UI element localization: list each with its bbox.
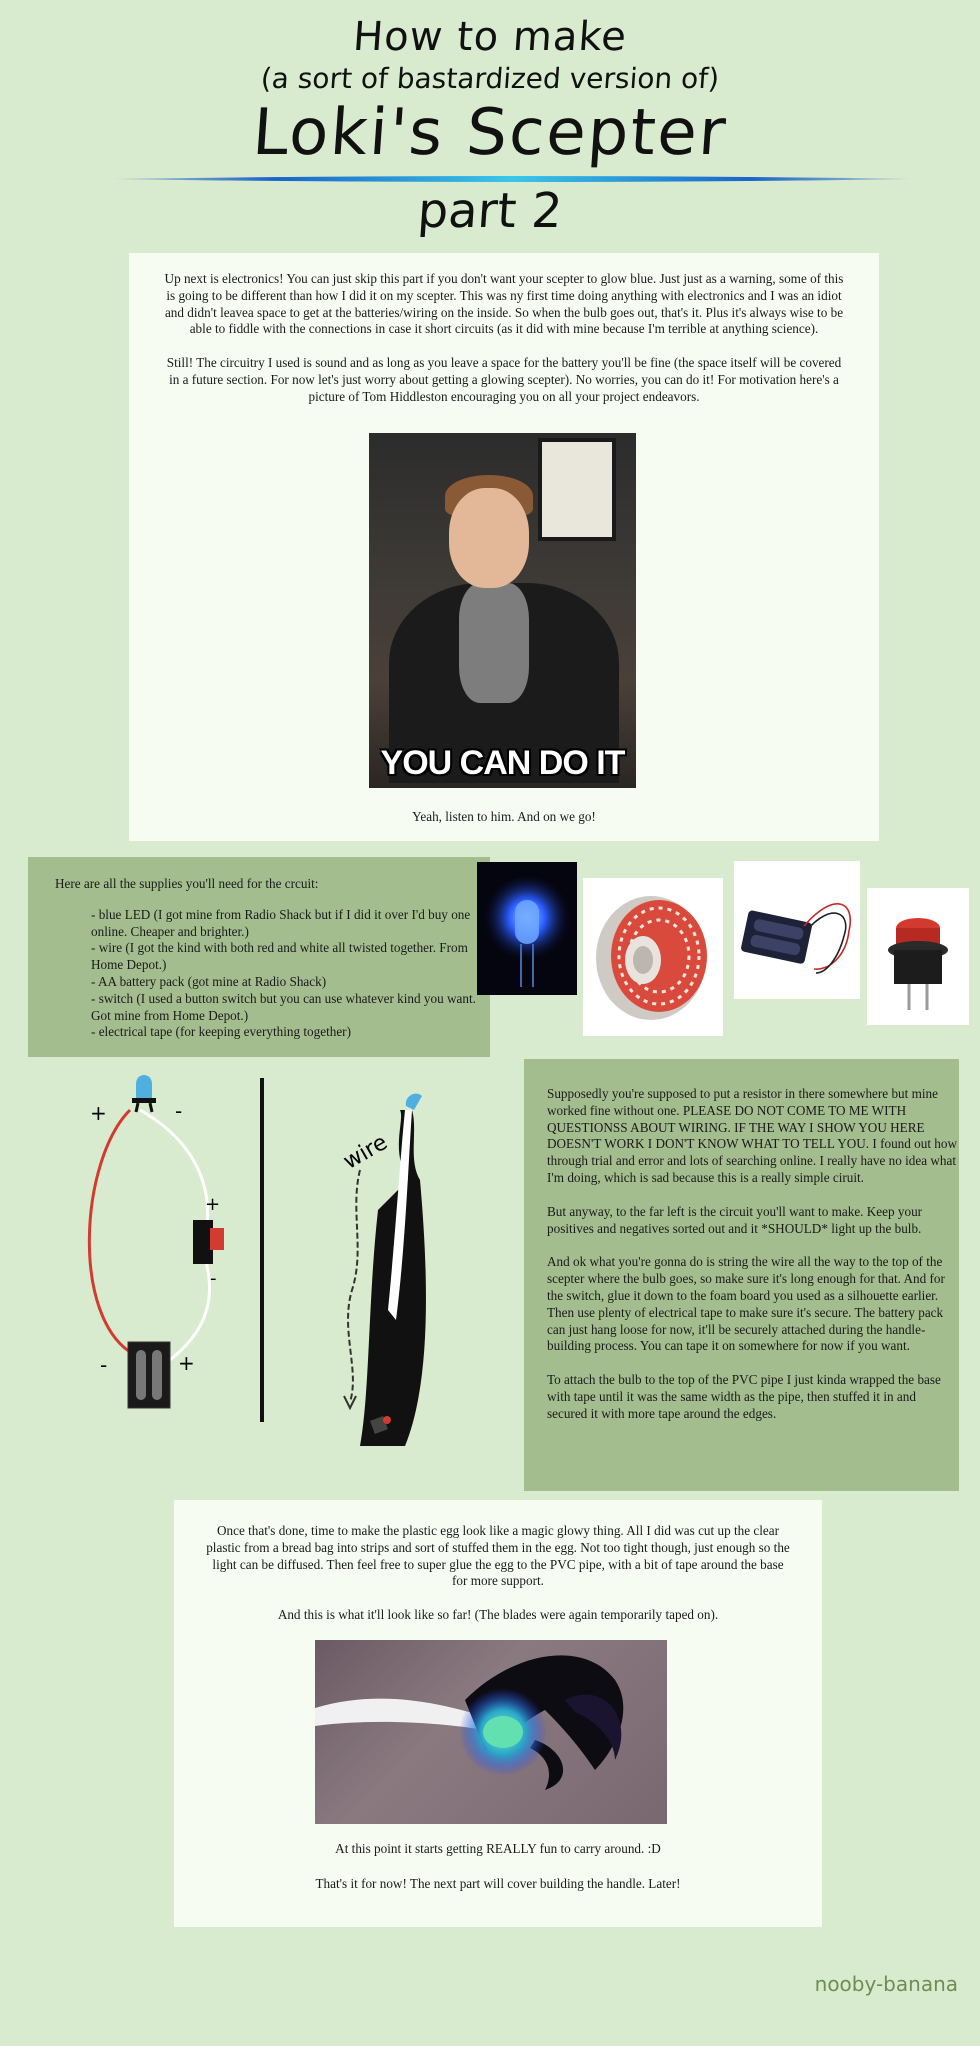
wall-picture-frame: [538, 438, 616, 541]
battery-plus-label: +: [178, 1351, 195, 1375]
wire-label: wire: [339, 1130, 392, 1175]
wiring-paragraph-4: To attach the bulb to the top of the PVC pipe I just kinda wrapped the base with tape until it was the same width as the pipe, then stuffed it in and secured it with more tape around the edges.: [547, 1372, 941, 1421]
intro-panel: [129, 253, 879, 841]
person-scarf: [459, 583, 529, 703]
egg-paragraph-4: That's it for now! The next part will cover building the handle. Later!: [315, 1876, 681, 1891]
title-part-2: part 2: [415, 183, 565, 239]
wiring-paragraph-3: And ok what you're gonna do is string the wire all the way to the top of the scepter where the bulb goes, so make sure it's long enough for that. And for the switch, glue it down to the foam board you used as a silhouette earlier. Then use plenty of electrical tape to make sure it's secure. The battery pack can just hang loose for now, it'll be securely attached during the handle-building process. You can tape it on somewhere for now if you want.: [547, 1254, 945, 1354]
wiring-notes-panel: [524, 1059, 959, 1491]
meme-caption: YOU CAN DO IT: [380, 744, 625, 783]
battery-minus-label: -: [100, 1353, 108, 1377]
circuit-diagram: [60, 1070, 480, 1470]
supply-item-battery-pack: - AA battery pack (got mine at Radio Shack): [91, 973, 327, 989]
supply-item-wire: - wire (I got the kind with both red and white all twisted together. From Home Depot.): [91, 940, 468, 973]
glowing-scepter-photo: [315, 1640, 667, 1824]
title-how-to-make: How to make: [351, 14, 629, 60]
supplies-panel: [28, 857, 490, 1057]
egg-panel: [174, 1500, 822, 1927]
button-switch-photo: [867, 888, 969, 1025]
supplies-intro: Here are all the supplies you'll need for the crcuit:: [55, 876, 319, 891]
battery-pack-icon: [128, 1342, 170, 1408]
person-face: [449, 488, 529, 588]
wiring-paragraph-1: Supposedly you're supposed to put a resistor in there somewhere but mine worked fine without one. PLEASE DO NOT COME TO ME WITH QUESTIONSS ABOUT WIRING. IF THE WAY I SHOW YOU HERE DOESN'T WORK I DON'T KNOW WHAT TO TELL YOU. I found out how through trial and error and lots of searching online. I really have no idea what I'm doing, which is sad because this is a really simple ciruit.: [547, 1086, 958, 1185]
supply-item-tape: - electrical tape (for keeping everything together): [91, 1024, 351, 1040]
egg-paragraph-1: Once that's done, time to make the plastic egg look like a magic glowy thing. All I did was cut up the clear plastic from a bread bag into strips and sort of stuffed them in the egg. Not too tight though, just enough so the light can be diffused. Then feel free to super glue the egg to the PVC pipe, with a bit of tape around the base for more support.: [206, 1523, 790, 1589]
wire-spool-photo: [583, 878, 723, 1036]
egg-paragraph-3: At this point it starts getting REALLY fun to carry around. :D: [335, 1841, 661, 1856]
led-bulb-icon: [136, 1075, 152, 1098]
title-lokis-scepter: Loki's Scepter: [250, 96, 730, 170]
intro-closing-line: Yeah, listen to him. And on we go!: [412, 809, 596, 824]
scepter-led-icon: [406, 1094, 422, 1110]
battery-pack-photo: [734, 861, 860, 999]
red-wire: [89, 1110, 135, 1355]
wire-arrow: [348, 1170, 360, 1402]
blue-led-photo: [477, 862, 577, 995]
egg-paragraph-2: And this is what it'll look like so far! (The blades were again temporarily taped on).: [277, 1607, 719, 1623]
title-subtitle: (a sort of bastardized version of): [259, 62, 721, 95]
tom-hiddleston-meme-image: [369, 433, 636, 788]
supplies-list: [55, 907, 490, 1041]
led-plus-label: +: [90, 1101, 107, 1125]
wiring-paragraph-2: But anyway, to the far left is the circuit you'll want to make. Keep your positives and negatives sorted out and it *SHOULD* light up the bulb.: [547, 1203, 923, 1236]
supply-item-led: - blue LED (I got mine from Radio Shack but if I did it over I'd buy one online. Cheaper and brighter.): [91, 906, 471, 939]
intro-paragraph-1: Up next is electronics! You can just skip this part if you don't want your scepter to glow blue. Just just as a warning, some of this is going to be different than how I did it on my scepter. This was ny first time doing anything with electronics and I was an idiot and didn't leavea space to get at the batteries/wiring on the inside. So when the bulb goes out, that's it. Plus it's always wise to be able to fiddle with the connections in case it short circuits (as it did with mine because I'm terrible at anything science).: [164, 271, 844, 337]
switch-minus-label: -: [210, 1268, 217, 1289]
white-wire-bottom: [170, 1258, 210, 1360]
title-divider: [112, 175, 912, 183]
supply-item-switch: - switch (I used a button switch but you can use whatever kind you want. Got mine from Home Depot.): [91, 990, 476, 1023]
switch-plus-label: +: [205, 1194, 221, 1215]
artist-signature: nooby-banana: [814, 1972, 958, 1996]
led-minus-label: -: [175, 1099, 183, 1123]
intro-paragraph-2: Still! The circuitry I used is sound and as long as you leave a space for the battery you'll be fine (the space itself will be covered in a future section. For now let's just worry about getting a glowing scepter). No worries, you can do it! For motivation here's a picture of Tom Hiddleston encouraging you on all your project endeavors.: [166, 355, 842, 404]
